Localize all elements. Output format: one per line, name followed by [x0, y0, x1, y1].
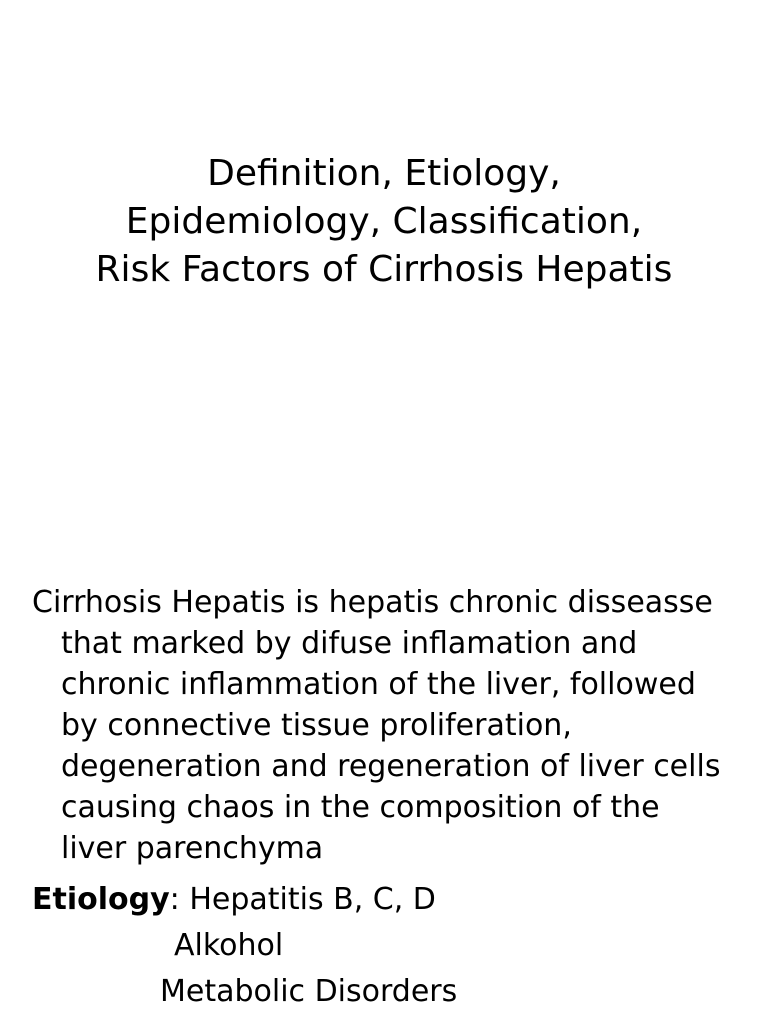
slide-title-line-2: Epidemiology, Classification, — [125, 201, 643, 242]
etiology-cause-2: Alkohol — [174, 928, 284, 963]
etiology-cause-3: Metabolic Disorders — [160, 974, 458, 1009]
etiology-line — [32, 877, 732, 923]
etiology-label: Etiology — [32, 882, 170, 917]
slide-title — [0, 150, 768, 294]
definition-paragraph: Cirrhosis Hepatis is hepatis chronic disseasse that marked by difuse inflamation and chronic inflammation of the liver, followed by connective tissue proliferation, degeneration and regeneration of liver cells causing chaos in the composition of the liver parenchyma — [32, 585, 721, 866]
etiology-cause-1: Hepatitis B, C, D — [189, 882, 436, 917]
etiology-separator: : — [169, 882, 190, 917]
slide-title-line-3: Risk Factors of Cirrhosis Hepatis — [95, 249, 673, 290]
slide-title-line-1: Definition, Etiology, — [207, 153, 561, 194]
etiology-section — [32, 877, 732, 1015]
slide-body — [32, 582, 732, 1015]
